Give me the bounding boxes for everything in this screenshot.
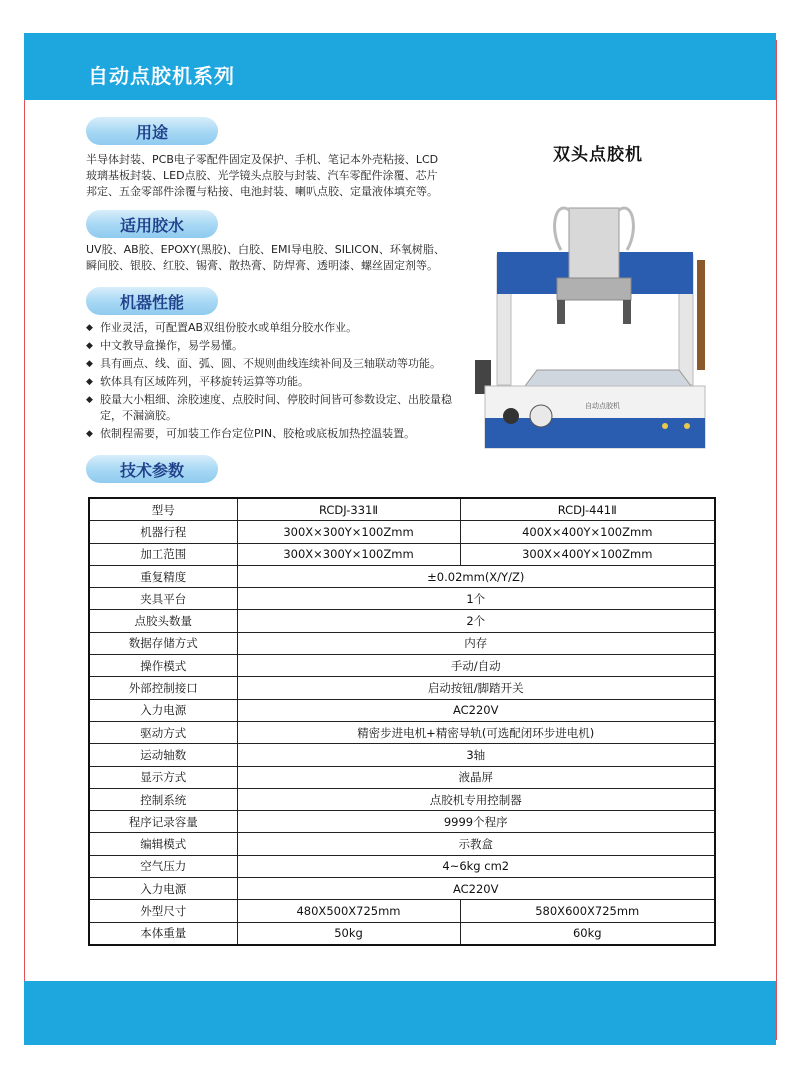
nozzle-right: [623, 300, 631, 324]
table-row: [89, 766, 715, 788]
section-heading-usage: 用途: [86, 117, 218, 145]
table-cell: 内存: [237, 632, 715, 654]
bullet-icon: ◆: [86, 341, 93, 351]
table-cell: 操作模式: [89, 655, 237, 677]
table-cell: 空气压力: [89, 855, 237, 877]
usage-line: 半导体封装、PCB电子零配件固定及保护、手机、笔记本外壳粘接、LCD: [86, 153, 439, 166]
footer-banner: [24, 981, 776, 1045]
table-cell: 入力电源: [89, 699, 237, 721]
bullet-icon: ◆: [86, 359, 93, 369]
table-cell: 启动按钮/脚踏开关: [237, 677, 715, 699]
pressure-gauge-icon: [530, 405, 552, 427]
table-row: [89, 655, 715, 677]
glue-line: 瞬间胶、银胶、红胶、锡膏、散热膏、防焊膏、透明漆、螺丝固定剂等。: [86, 259, 438, 272]
table-cell: 9999个程序: [237, 811, 715, 833]
table-cell: 液晶屏: [237, 766, 715, 788]
table-cell: 编辑模式: [89, 833, 237, 855]
table-cell: 驱动方式: [89, 721, 237, 743]
table-row: [89, 833, 715, 855]
table-cell: 程序记录容量: [89, 811, 237, 833]
table-row: [89, 632, 715, 654]
table-cell: 本体重量: [89, 922, 237, 945]
table-cell: 50kg: [237, 922, 460, 945]
bullet-icon: ◆: [86, 395, 93, 405]
table-cell: 数据存储方式: [89, 632, 237, 654]
machine-illustration: [465, 190, 725, 460]
table-cell: 加工范围: [89, 543, 237, 565]
list-item: [86, 426, 466, 442]
list-item: [86, 374, 466, 390]
table-cell: 控制系统: [89, 788, 237, 810]
table-row: [89, 788, 715, 810]
table-cell: 4~6kg cm2: [237, 855, 715, 877]
table-cell: 手动/自动: [237, 655, 715, 677]
table-row: [89, 543, 715, 565]
glue-text: [86, 242, 445, 274]
table-cell: RCDJ-441Ⅱ: [460, 498, 715, 521]
table-cell: RCDJ-331Ⅱ: [237, 498, 460, 521]
table-cell: 300X×300Y×100Zmm: [237, 521, 460, 543]
list-item-text: 软体具有区域阵列，平移旋转运算等功能。: [100, 375, 309, 388]
table-cell: 3轴: [237, 744, 715, 766]
performance-list: [86, 320, 466, 444]
table-row: [89, 588, 715, 610]
table-row: [89, 922, 715, 945]
glue-line: UV胶、AB胶、EPOXY(黑胶)、白胶、EMI导电胶、SILICON、环氧树脂、: [86, 243, 445, 256]
bullet-icon: ◆: [86, 377, 93, 387]
panel-label: 自动点胶机: [585, 402, 620, 410]
tube-left: [555, 208, 569, 250]
nozzle-left: [557, 300, 565, 324]
bullet-icon: ◆: [86, 323, 93, 333]
table-cell: 夹具平台: [89, 588, 237, 610]
table-row: [89, 811, 715, 833]
head-plate: [557, 278, 631, 300]
list-item-text: 作业灵活，可配置AB双组份胶水或单组分胶水作业。: [100, 321, 358, 334]
base-front-panel: [485, 418, 705, 448]
table-row: [89, 744, 715, 766]
table-cell: ±0.02mm(X/Y/Z): [237, 565, 715, 587]
list-item: [86, 356, 466, 372]
table-cell: 运动轴数: [89, 744, 237, 766]
table-row: [89, 855, 715, 877]
list-item-text: 中文教导盒操作，易学易懂。: [100, 339, 243, 352]
usage-line: 邦定、五金零部件涂覆与粘接、电池封装、喇叭点胶、定量液体填充等。: [86, 185, 438, 198]
table-cell: 300X×300Y×100Zmm: [237, 543, 460, 565]
table-row: [89, 900, 715, 922]
worktable: [525, 370, 691, 386]
table-cell: AC220V: [237, 699, 715, 721]
table-cell: 点胶头数量: [89, 610, 237, 632]
table-cell: 入力电源: [89, 878, 237, 900]
usage-text: [86, 152, 438, 200]
indicator-light: [662, 423, 668, 429]
table-cell: 示教盒: [237, 833, 715, 855]
list-item: [86, 320, 466, 336]
table-cell: 点胶机专用控制器: [237, 788, 715, 810]
table-cell: 580X600X725mm: [460, 900, 715, 922]
table-cell: 480X500X725mm: [237, 900, 460, 922]
table-cell: 300X×400Y×100Zmm: [460, 543, 715, 565]
section-heading-glue: 适用胶水: [86, 210, 218, 238]
table-cell: 60kg: [460, 922, 715, 945]
page-title: 自动点胶机系列: [88, 64, 235, 88]
list-item: [86, 338, 466, 354]
cable-shape: [697, 260, 705, 370]
table-cell: 400X×400Y×100Zmm: [460, 521, 715, 543]
table-cell: 2个: [237, 610, 715, 632]
table-cell: 重复精度: [89, 565, 237, 587]
tube-right: [619, 208, 633, 250]
table-cell: 外型尺寸: [89, 900, 237, 922]
indicator-light: [684, 423, 690, 429]
list-item-text: 胶量大小粗细、涂胶速度、点胶时间、停胶时间皆可参数设定、出胶量稳定，不漏滴胶。: [100, 393, 452, 422]
list-item: [86, 392, 466, 424]
spec-table: [88, 497, 716, 946]
usage-line: 玻璃基板封装、LED点胶、光学镜头点胶与封装、汽车零配件涂覆、芯片: [86, 169, 438, 182]
table-cell: 精密步进电机+精密导轨(可选配闭环步进电机): [237, 721, 715, 743]
table-cell: 外部控制接口: [89, 677, 237, 699]
list-item-text: 依制程需要，可加装工作台定位PIN、胶枪或底板加热控温装置。: [100, 427, 416, 440]
table-row: [89, 565, 715, 587]
frame-line-left: [24, 40, 25, 1040]
table-cell: AC220V: [237, 878, 715, 900]
table-row: [89, 878, 715, 900]
table-cell: 型号: [89, 498, 237, 521]
power-switch-icon: [503, 408, 519, 424]
table-row: [89, 721, 715, 743]
frame-line-right: [776, 40, 777, 1040]
table-cell: 1个: [237, 588, 715, 610]
list-item-text: 具有画点、线、面、弧、圆、不规则曲线连续补间及三轴联动等功能。: [100, 357, 441, 370]
table-row: [89, 610, 715, 632]
bullet-icon: ◆: [86, 429, 93, 439]
product-title: 双头点胶机: [553, 145, 643, 165]
table-row: [89, 498, 715, 521]
table-row: [89, 699, 715, 721]
section-heading-performance: 机器性能: [86, 287, 218, 315]
table-row: [89, 677, 715, 699]
table-cell: 显示方式: [89, 766, 237, 788]
table-cell: 机器行程: [89, 521, 237, 543]
section-heading-specs: 技术参数: [86, 455, 218, 483]
table-row: [89, 521, 715, 543]
